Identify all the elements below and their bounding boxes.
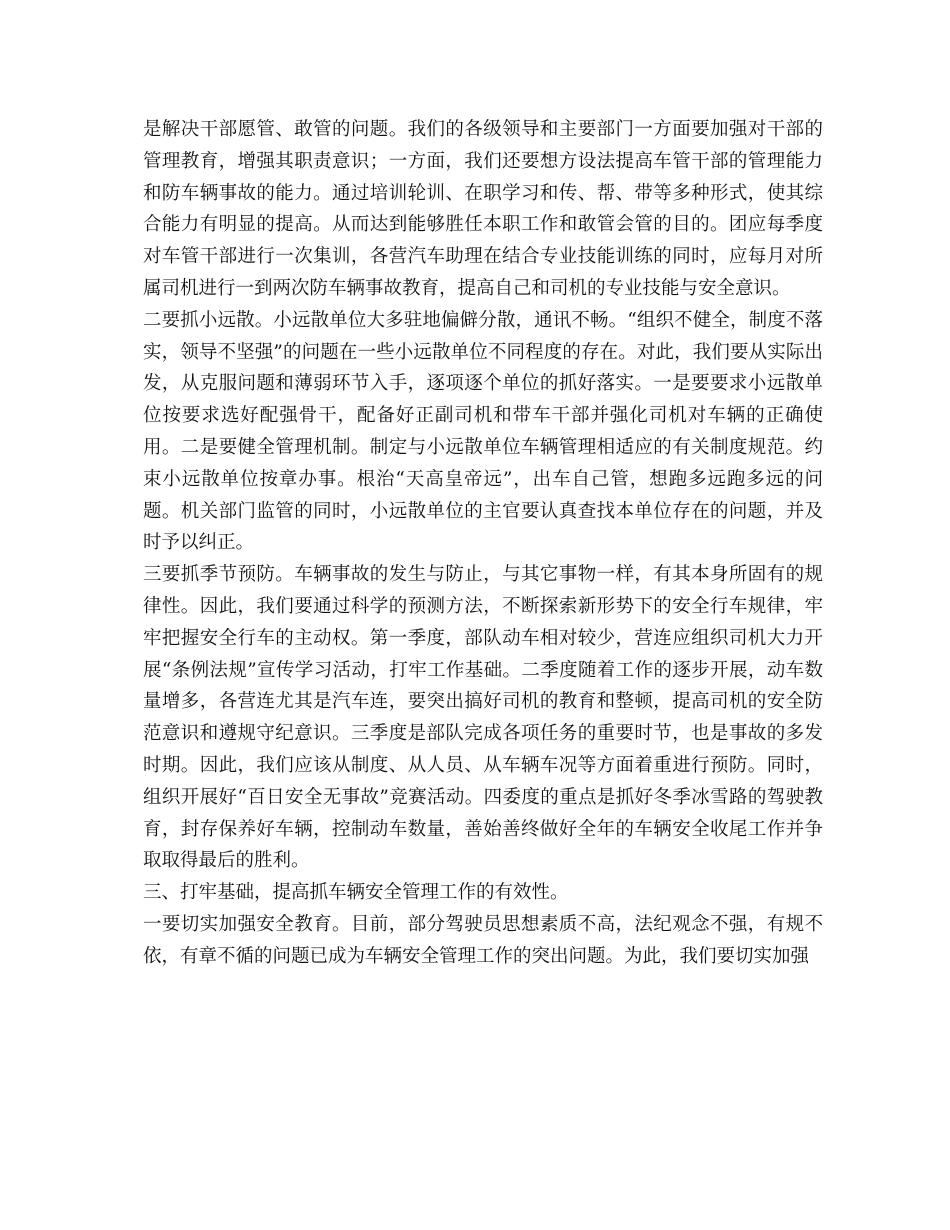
paragraph-small-remote-units: 二要抓小远散。小远散单位大多驻地偏僻分散，通讯不畅。“组织不健全，制度不落实，领导不坚强”的问题在一些小远散单位不同程度的存在。对此，我们要从实际出发，从克服问题和薄弱环节入手，逐项逐个单位的抓好落实。一是要要求小远散单位按要求选好配强骨干，配备好正副司机和带车干部并强化司机对车辆的正确使用。二是要健全管理机制。制定与小远散单位车辆管理相适应的有关制度规范。约束小远散单位按章办事。根治“天高皇帝远”，出车自己管，想跑多远跑多远的问题。机关部门监管的同时，小远散单位的主官要认真查找本单位存在的问题，并及时予以纠正。 — [143, 309, 823, 554]
paragraph-cadre-management: 是解决干部愿管、敢管的问题。我们的各级领导和主要部门一方面要加强对干部的管理教育，增强其职责意识；一方面，我们还要想方设法提高车管干部的管理能力和防车辆事故的能力。通过培训轮训、在职学习和传、帮、带等多种形式，使其综合能力有明显的提高。从而达到能够胜任本职工作和敢管会管的目的。团应每季度对车管干部进行一次集训，各营汽车助理在结合专业技能训练的同时，应每月对所属司机进行一到两次防车辆事故教育，提高自己和司机的专业技能与安全意识。 — [143, 119, 823, 299]
section-heading-foundation: 三、打牢基础，提高抓车辆安全管理工作的有效性。 — [143, 882, 569, 904]
paragraph-seasonal-prevention: 三要抓季节预防。车辆事故的发生与防止，与其它事物一样，有其本身所固有的规律性。因此，我们要通过科学的预测方法，不断探索新形势下的安全行车规律，牢牢把握安全行车的主动权。第一季度，部队动车相对较少，营连应组织司机大力开展“条例法规”宣传学习活动，打牢工作基础。二季度随着工作的逐步开展，动车数量增多，各营连尤其是汽车连，要突出搞好司机的教育和整顿，提高司机的安全防范意识和遵规守纪意识。三季度是部队完成各项任务的重要时节，也是事故的多发时期。因此，我们应该从制度、从人员、从车辆车况等方面着重进行预防。同时，组织开展好“百日安全无事故”竞赛活动。四委度的重点是抓好冬季冰雪路的驾驶教育，封存保养好车辆，控制动车数量，善始善终做好全年的车辆安全收尾工作并争取取得最后的胜利。 — [143, 564, 823, 872]
paragraph-safety-education: 一要切实加强安全教育。目前，部分驾驶员思想素质不高，法纪观念不强，有规不依，有章不循的问题已成为车辆安全管理工作的突出问题。为此，我们要切实加强 — [143, 913, 823, 967]
document-body — [143, 114, 823, 973]
